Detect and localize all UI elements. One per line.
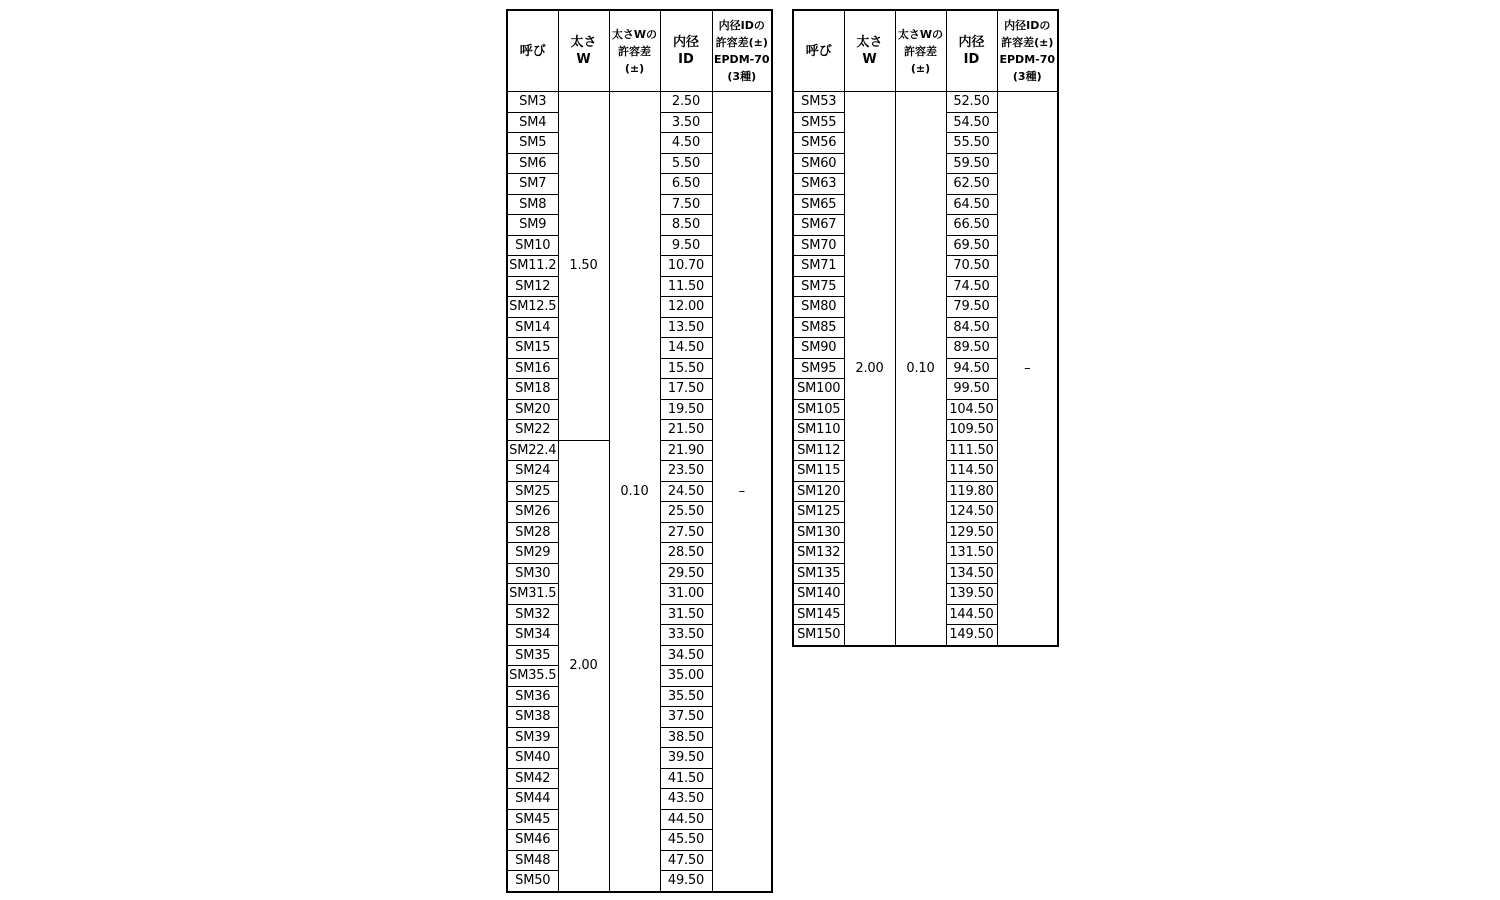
width-tolerance-cell: 0.10 xyxy=(609,92,660,892)
size-name-cell: SM38 xyxy=(507,707,558,728)
inner-diameter-cell: 6.50 xyxy=(660,174,712,195)
size-name-cell: SM132 xyxy=(793,543,844,564)
inner-diameter-cell: 9.50 xyxy=(660,235,712,256)
size-name-cell: SM35.5 xyxy=(507,666,558,687)
size-name-cell: SM18 xyxy=(507,379,558,400)
size-name-cell: SM5 xyxy=(507,133,558,154)
inner-diameter-cell: 7.50 xyxy=(660,194,712,215)
size-name-cell: SM120 xyxy=(793,481,844,502)
inner-diameter-cell: 64.50 xyxy=(946,194,997,215)
size-name-cell: SM14 xyxy=(507,317,558,338)
inner-diameter-cell: 10.70 xyxy=(660,256,712,277)
inner-diameter-cell: 33.50 xyxy=(660,625,712,646)
id-tolerance-cell: – xyxy=(997,92,1058,646)
inner-diameter-cell: 38.50 xyxy=(660,727,712,748)
spec-table-right xyxy=(792,9,1059,647)
inner-diameter-cell: 89.50 xyxy=(946,338,997,359)
table-row xyxy=(793,92,1058,113)
header-name: 呼び xyxy=(507,10,558,92)
size-name-cell: SM85 xyxy=(793,317,844,338)
inner-diameter-cell: 111.50 xyxy=(946,440,997,461)
header-row xyxy=(507,10,772,92)
size-name-cell: SM135 xyxy=(793,563,844,584)
size-name-cell: SM71 xyxy=(793,256,844,277)
inner-diameter-cell: 74.50 xyxy=(946,276,997,297)
size-name-cell: SM45 xyxy=(507,809,558,830)
size-name-cell: SM29 xyxy=(507,543,558,564)
size-name-cell: SM28 xyxy=(507,522,558,543)
inner-diameter-cell: 94.50 xyxy=(946,358,997,379)
size-name-cell: SM46 xyxy=(507,830,558,851)
inner-diameter-cell: 14.50 xyxy=(660,338,712,359)
size-name-cell: SM44 xyxy=(507,789,558,810)
size-name-cell: SM80 xyxy=(793,297,844,318)
size-name-cell: SM115 xyxy=(793,461,844,482)
width-cell: 2.00 xyxy=(558,440,609,892)
size-name-cell: SM32 xyxy=(507,604,558,625)
size-name-cell: SM26 xyxy=(507,502,558,523)
table-body-left xyxy=(507,92,772,892)
size-name-cell: SM53 xyxy=(793,92,844,113)
size-name-cell: SM67 xyxy=(793,215,844,236)
inner-diameter-cell: 54.50 xyxy=(946,112,997,133)
inner-diameter-cell: 13.50 xyxy=(660,317,712,338)
size-name-cell: SM145 xyxy=(793,604,844,625)
header-width: 太さ W xyxy=(558,10,609,92)
header-id-tolerance: 内径IDの 許容差(±) EPDM-70 (3種) xyxy=(712,10,772,92)
inner-diameter-cell: 79.50 xyxy=(946,297,997,318)
inner-diameter-cell: 134.50 xyxy=(946,563,997,584)
size-name-cell: SM150 xyxy=(793,625,844,646)
size-name-cell: SM30 xyxy=(507,563,558,584)
header-name: 呼び xyxy=(793,10,844,92)
header-id-tolerance: 内径IDの 許容差(±) EPDM-70 (3種) xyxy=(997,10,1058,92)
size-name-cell: SM22.4 xyxy=(507,440,558,461)
inner-diameter-cell: 43.50 xyxy=(660,789,712,810)
size-name-cell: SM6 xyxy=(507,153,558,174)
size-name-cell: SM9 xyxy=(507,215,558,236)
table-body-right xyxy=(793,92,1058,646)
inner-diameter-cell: 29.50 xyxy=(660,563,712,584)
inner-diameter-cell: 34.50 xyxy=(660,645,712,666)
inner-diameter-cell: 35.00 xyxy=(660,666,712,687)
size-name-cell: SM105 xyxy=(793,399,844,420)
inner-diameter-cell: 19.50 xyxy=(660,399,712,420)
inner-diameter-cell: 45.50 xyxy=(660,830,712,851)
inner-diameter-cell: 23.50 xyxy=(660,461,712,482)
inner-diameter-cell: 12.00 xyxy=(660,297,712,318)
size-name-cell: SM125 xyxy=(793,502,844,523)
size-name-cell: SM35 xyxy=(507,645,558,666)
size-name-cell: SM95 xyxy=(793,358,844,379)
inner-diameter-cell: 31.50 xyxy=(660,604,712,625)
size-name-cell: SM75 xyxy=(793,276,844,297)
inner-diameter-cell: 52.50 xyxy=(946,92,997,113)
width-cell: 2.00 xyxy=(844,92,895,646)
size-name-cell: SM63 xyxy=(793,174,844,195)
inner-diameter-cell: 47.50 xyxy=(660,850,712,871)
size-name-cell: SM56 xyxy=(793,133,844,154)
header-width-tolerance: 太さWの 許容差 (±) xyxy=(895,10,946,92)
size-name-cell: SM42 xyxy=(507,768,558,789)
inner-diameter-cell: 104.50 xyxy=(946,399,997,420)
inner-diameter-cell: 55.50 xyxy=(946,133,997,154)
size-name-cell: SM130 xyxy=(793,522,844,543)
inner-diameter-cell: 109.50 xyxy=(946,420,997,441)
inner-diameter-cell: 69.50 xyxy=(946,235,997,256)
width-tolerance-cell: 0.10 xyxy=(895,92,946,646)
size-name-cell: SM39 xyxy=(507,727,558,748)
inner-diameter-cell: 37.50 xyxy=(660,707,712,728)
header-row xyxy=(793,10,1058,92)
inner-diameter-cell: 84.50 xyxy=(946,317,997,338)
size-name-cell: SM48 xyxy=(507,850,558,871)
inner-diameter-cell: 2.50 xyxy=(660,92,712,113)
inner-diameter-cell: 70.50 xyxy=(946,256,997,277)
inner-diameter-cell: 8.50 xyxy=(660,215,712,236)
size-name-cell: SM10 xyxy=(507,235,558,256)
inner-diameter-cell: 62.50 xyxy=(946,174,997,195)
size-name-cell: SM22 xyxy=(507,420,558,441)
size-name-cell: SM65 xyxy=(793,194,844,215)
inner-diameter-cell: 5.50 xyxy=(660,153,712,174)
size-name-cell: SM60 xyxy=(793,153,844,174)
inner-diameter-cell: 28.50 xyxy=(660,543,712,564)
inner-diameter-cell: 41.50 xyxy=(660,768,712,789)
inner-diameter-cell: 114.50 xyxy=(946,461,997,482)
inner-diameter-cell: 119.80 xyxy=(946,481,997,502)
inner-diameter-cell: 59.50 xyxy=(946,153,997,174)
inner-diameter-cell: 129.50 xyxy=(946,522,997,543)
inner-diameter-cell: 144.50 xyxy=(946,604,997,625)
size-name-cell: SM15 xyxy=(507,338,558,359)
inner-diameter-cell: 4.50 xyxy=(660,133,712,154)
header-width-tolerance: 太さWの 許容差 (±) xyxy=(609,10,660,92)
inner-diameter-cell: 131.50 xyxy=(946,543,997,564)
size-name-cell: SM16 xyxy=(507,358,558,379)
size-name-cell: SM12.5 xyxy=(507,297,558,318)
inner-diameter-cell: 27.50 xyxy=(660,522,712,543)
inner-diameter-cell: 11.50 xyxy=(660,276,712,297)
size-name-cell: SM3 xyxy=(507,92,558,113)
size-name-cell: SM7 xyxy=(507,174,558,195)
size-name-cell: SM34 xyxy=(507,625,558,646)
size-name-cell: SM25 xyxy=(507,481,558,502)
inner-diameter-cell: 149.50 xyxy=(946,625,997,646)
inner-diameter-cell: 39.50 xyxy=(660,748,712,769)
inner-diameter-cell: 44.50 xyxy=(660,809,712,830)
inner-diameter-cell: 31.00 xyxy=(660,584,712,605)
inner-diameter-cell: 124.50 xyxy=(946,502,997,523)
size-name-cell: SM8 xyxy=(507,194,558,215)
size-name-cell: SM90 xyxy=(793,338,844,359)
inner-diameter-cell: 21.50 xyxy=(660,420,712,441)
size-name-cell: SM100 xyxy=(793,379,844,400)
size-name-cell: SM31.5 xyxy=(507,584,558,605)
size-name-cell: SM55 xyxy=(793,112,844,133)
inner-diameter-cell: 25.50 xyxy=(660,502,712,523)
width-cell: 1.50 xyxy=(558,92,609,441)
inner-diameter-cell: 15.50 xyxy=(660,358,712,379)
inner-diameter-cell: 99.50 xyxy=(946,379,997,400)
table-row xyxy=(507,92,772,113)
header-inner-diameter: 内径 ID xyxy=(946,10,997,92)
header-inner-diameter: 内径 ID xyxy=(660,10,712,92)
inner-diameter-cell: 3.50 xyxy=(660,112,712,133)
id-tolerance-cell: – xyxy=(712,92,772,892)
size-name-cell: SM110 xyxy=(793,420,844,441)
inner-diameter-cell: 24.50 xyxy=(660,481,712,502)
size-name-cell: SM50 xyxy=(507,871,558,892)
inner-diameter-cell: 49.50 xyxy=(660,871,712,892)
size-name-cell: SM4 xyxy=(507,112,558,133)
spec-table-left xyxy=(506,9,773,893)
inner-diameter-cell: 17.50 xyxy=(660,379,712,400)
size-name-cell: SM11.2 xyxy=(507,256,558,277)
size-name-cell: SM36 xyxy=(507,686,558,707)
size-name-cell: SM12 xyxy=(507,276,558,297)
inner-diameter-cell: 66.50 xyxy=(946,215,997,236)
size-name-cell: SM20 xyxy=(507,399,558,420)
size-name-cell: SM112 xyxy=(793,440,844,461)
size-name-cell: SM140 xyxy=(793,584,844,605)
inner-diameter-cell: 139.50 xyxy=(946,584,997,605)
size-name-cell: SM24 xyxy=(507,461,558,482)
inner-diameter-cell: 35.50 xyxy=(660,686,712,707)
size-name-cell: SM70 xyxy=(793,235,844,256)
header-width: 太さ W xyxy=(844,10,895,92)
inner-diameter-cell: 21.90 xyxy=(660,440,712,461)
size-name-cell: SM40 xyxy=(507,748,558,769)
